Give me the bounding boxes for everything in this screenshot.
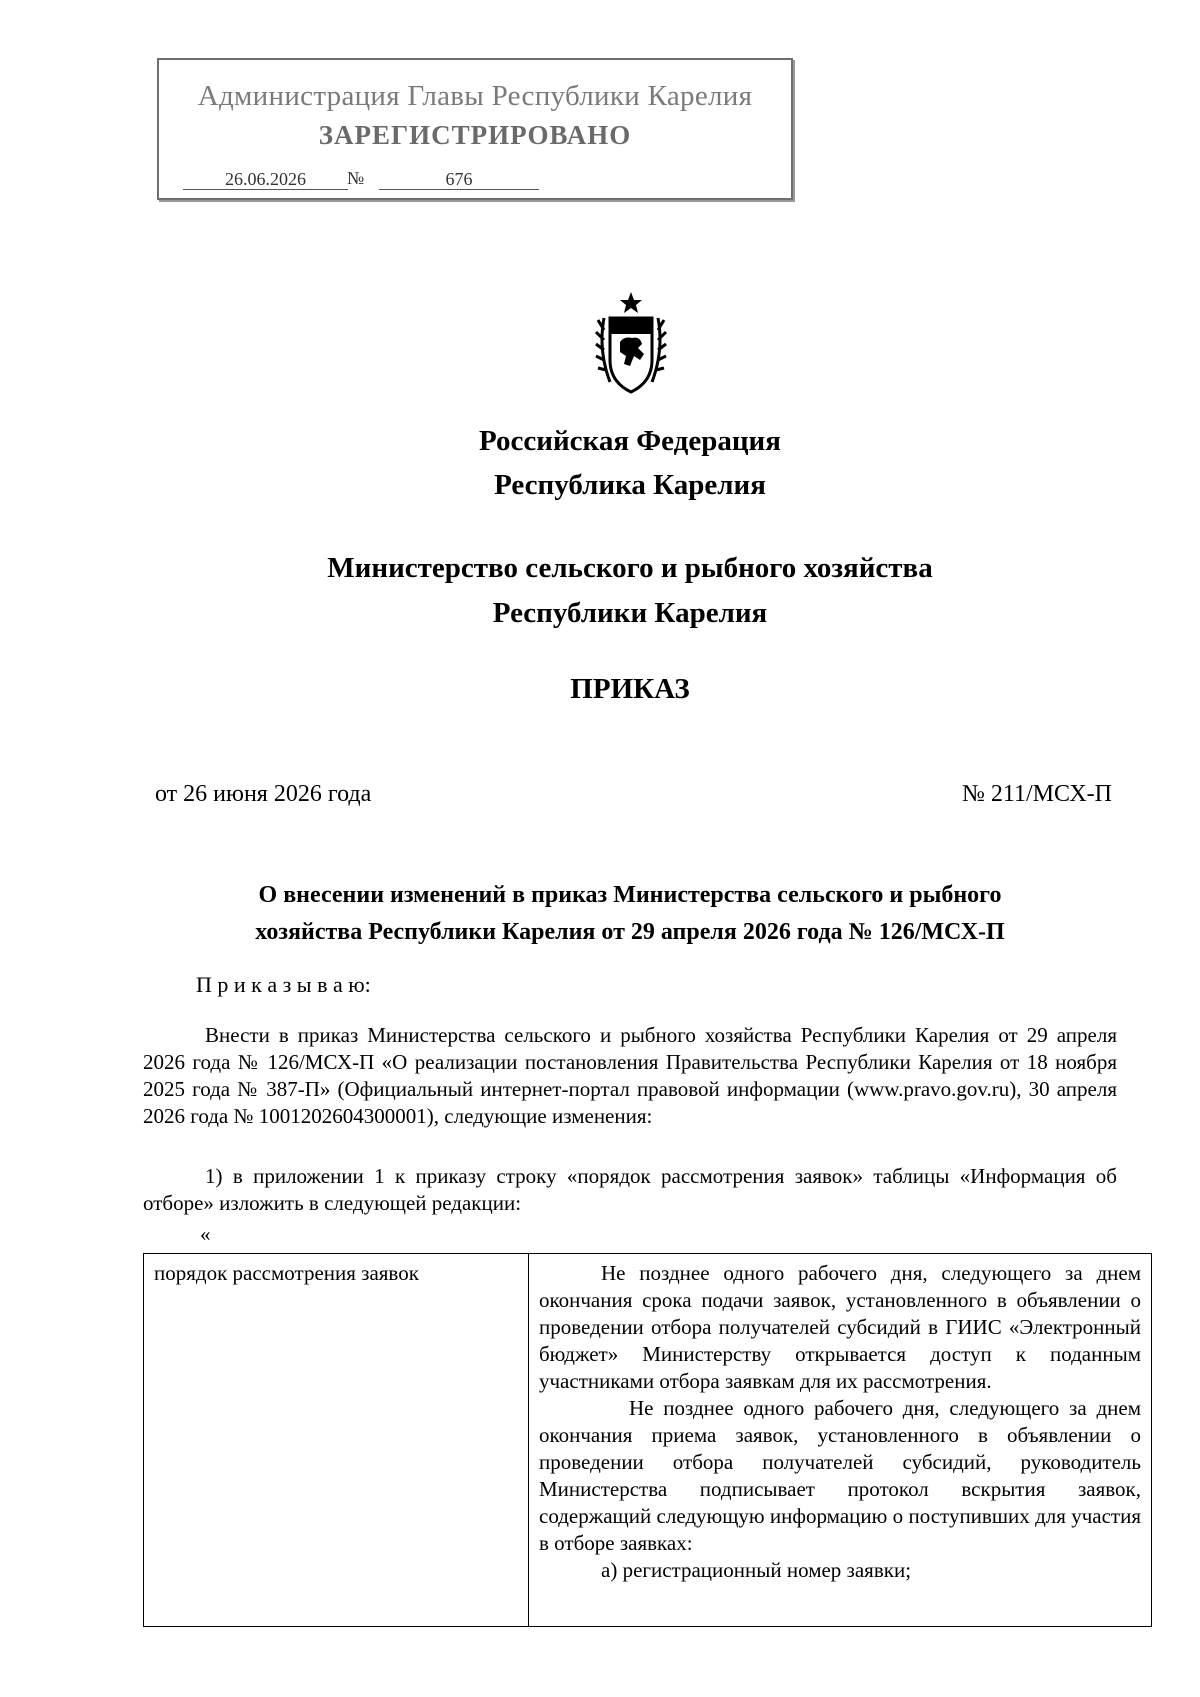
table-cell-content <box>529 1254 1152 1627</box>
item-1-text: 1) в приложении 1 к приказу строку «порядок рассмотрения заявок» таблицы «Информация об отборе» изложить в следующей редакции: <box>143 1164 1117 1215</box>
table-cell-text: Не позднее одного рабочего дня, следующего за днем окончания срока подачи заявок, установленного в объявлении о проведении отбора получателей субсидий в ГИИС «Электронный бюджет» Министерству открывается доступ к поданным участниками отбора заявкам для их рассмотрения. <box>539 1261 1141 1393</box>
document-type: ПРИКАЗ <box>570 673 690 705</box>
stamp-number-sign: № <box>347 168 365 188</box>
country-heading: Российская Федерация <box>479 425 781 457</box>
table-cell-text: а) регистрационный номер заявки; <box>601 1558 912 1582</box>
republic-heading: Республика Карелия <box>494 469 766 501</box>
stamp-date: 26.06.2026 <box>183 169 348 190</box>
amendment-text: Внести в приказ Министерства сельского и рыбного хозяйства Республики Карелия от 29 апреля 2026 года № 126/МСХ-П «О реализации постановления Правительства Республики Карелия от 18 ноября 2025 года № 387-П» (Официальный интернет-портал правовой информации (www.pravo.gov.ru), 30 апреля 2026 года № 1001202604300001), следующие изменения: <box>143 1023 1117 1128</box>
stamp-number: 676 <box>379 169 539 190</box>
order-title-line1: О внесении изменений в приказ Министерства сельского и рыбного <box>258 882 1002 908</box>
registration-stamp <box>157 58 793 200</box>
amendment-paragraph <box>143 1022 1117 1130</box>
stamp-authority: Администрация Главы Республики Карелия <box>197 80 753 112</box>
order-number: № 211/МСХ-П <box>961 781 1112 807</box>
table-row <box>144 1254 1152 1627</box>
table-cell-paragraph <box>539 1395 1141 1557</box>
ministry-heading-line2: Республики Карелия <box>492 597 768 629</box>
item-1-paragraph <box>143 1163 1117 1217</box>
order-date: от 26 июня 2026 года <box>155 781 372 807</box>
ministry-heading-line1: Министерство сельского и рыбного хозяйства <box>327 552 933 584</box>
amendment-table <box>143 1253 1152 1627</box>
order-title-line2: хозяйства Республики Карелия от 29 апреля 2026 года № 126/МСХ-П <box>255 919 1005 945</box>
table-cell-paragraph <box>539 1260 1141 1395</box>
table-cell-label: порядок рассмотрения заявок <box>144 1254 529 1627</box>
karelia-coat-of-arms-icon <box>590 290 672 398</box>
stamp-status: ЗАРЕГИСТРИРОВАНО <box>318 120 632 150</box>
table-cell-paragraph <box>539 1557 1141 1584</box>
quote-open: « <box>200 1222 211 1246</box>
table-cell-text: Не позднее одного рабочего дня, следующего за днем окончания приема заявок, установленного в объявлении о проведении отбора получателей субсидий, руководитель Министерства подписывает протокол вскрытия заявок, содержащий следующую информацию о поступивших для участия в отборе заявках: <box>539 1396 1141 1555</box>
order-word: П р и к а з ы в а ю: <box>196 972 371 997</box>
